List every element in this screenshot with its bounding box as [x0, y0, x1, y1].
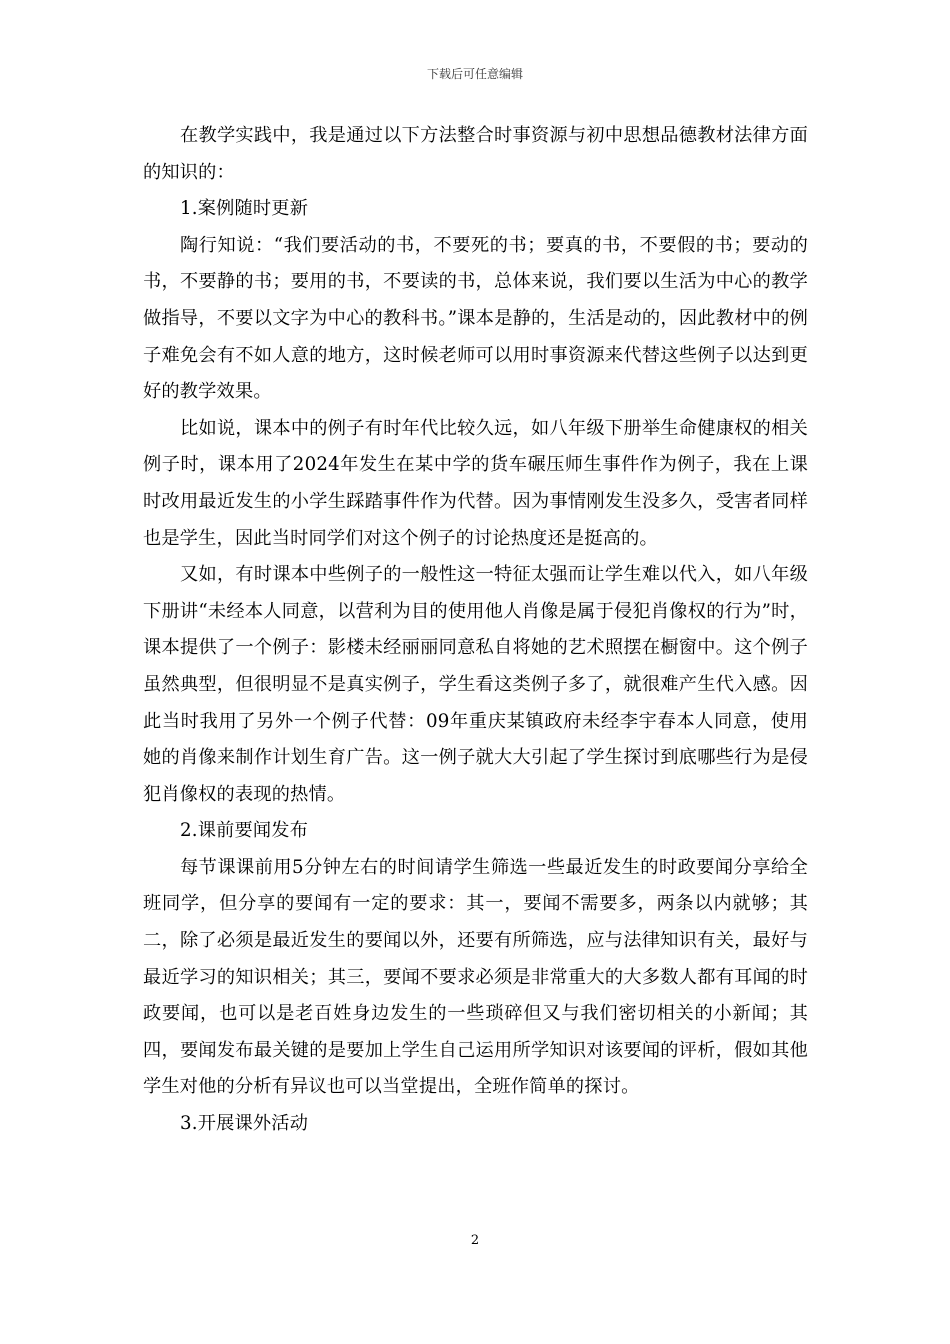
- intro-paragraph: 在教学实践中，我是通过以下方法整合时事资源与初中思想品德教材法律方面的知识的：: [143, 125, 808, 183]
- section-1-paragraph-3: 又如，有时课本中些例子的一般性这一特征太强而让学生难以代入，如八年级下册讲“未经本人同意，以营利为目的使用他人肖像是属于侵犯肖像权的行为”时，课本提供了一个例子：影楼未经丽丽同意私自将她的艺术照摆在橱窗中。这个例子虽然典型，但很明显不是真实例子，学生看这类例子多了，就很难产生代入感。因此当时我用了另外一个例子代替：09年重庆某镇政府未经李宇春本人同意，使用她的肖像来制作计划生育广告。这一例子就大大引起了学生探讨到底哪些行为是侵犯肖像权的表现的热情。: [143, 564, 808, 805]
- section-2-heading: 2.课前要闻发布: [180, 820, 309, 842]
- section-1-heading: 1.案例随时更新: [180, 198, 309, 220]
- page-number: 2: [470, 1233, 480, 1248]
- section-1-paragraph-2: 比如说，课本中的例子有时年代比较久远，如八年级下册举生命健康权的相关例子时，课本用了2024年发生在某中学的货车碾压师生事件作为例子，我在上课时改用最近发生的小学生踩踏事件作为代替。因为事情刚发生没多久，受害者同样也是学生，因此当时同学们对这个例子的讨论热度还是挺高的。: [143, 417, 808, 549]
- section-3-heading: 3.开展课外活动: [180, 1113, 309, 1135]
- section-1-paragraph-1: 陶行知说：“我们要活动的书，不要死的书；要真的书，不要假的书；要动的书，不要静的书；要用的书，不要读的书，总体来说，我们要以生活为中心的教学做指导，不要以文字为中心的教科书。”课本是静的，生活是动的，因此教材中的例子难免会有不如人意的地方，这时候老师可以用时事资源来代替这些例子以达到更好的教学效果。: [143, 234, 808, 403]
- document-body: [143, 118, 808, 1143]
- page-header: 下载后可任意编辑: [426, 67, 523, 81]
- section-2-paragraph-1: 每节课课前用5分钟左右的时间请学生筛选一些最近发生的时政要闻分享给全班同学，但分享的要闻有一定的要求：其一，要闻不需要多，两条以内就够；其二，除了必须是最近发生的要闻以外，还要有所筛选，应与法律知识有关，最好与最近学习的知识相关；其三，要闻不要求必须是非常重大的大多数人都有耳闻的时政要闻，也可以是老百姓身边发生的一些琐碎但又与我们密切相关的小新闻；其四，要闻发布最关键的是要加上学生自己运用所学知识对该要闻的评析，假如其他学生对他的分析有异议也可以当堂提出，全班作简单的探讨。: [143, 856, 808, 1098]
